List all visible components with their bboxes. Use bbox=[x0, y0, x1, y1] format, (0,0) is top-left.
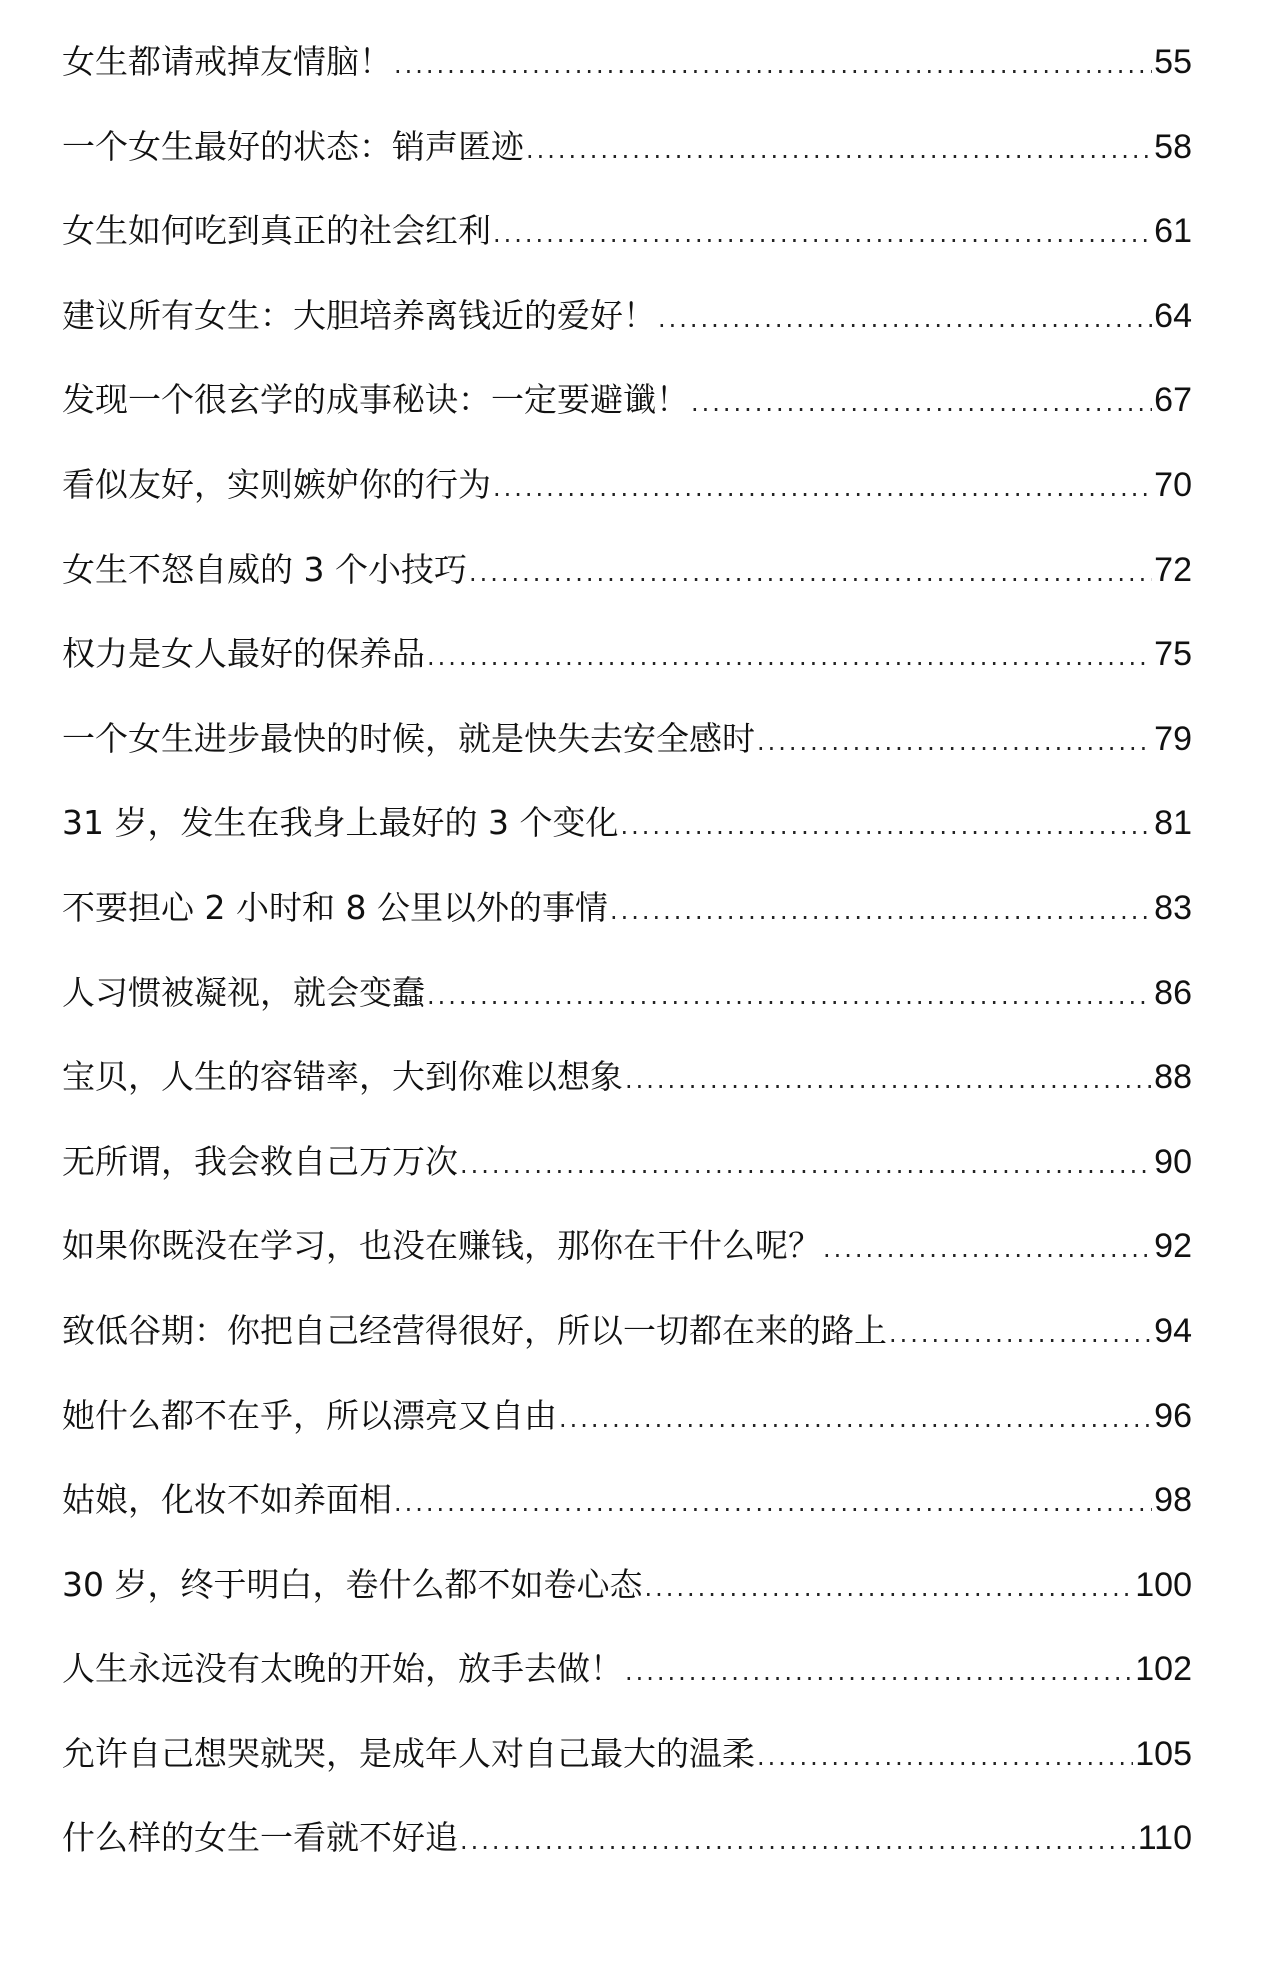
toc-entry-title: 宝贝，人生的容错率，大到你难以想象 bbox=[62, 1057, 623, 1097]
dot-leader bbox=[427, 635, 1152, 679]
dot-leader bbox=[823, 1227, 1152, 1271]
toc-entry-page-number: 64 bbox=[1154, 296, 1192, 335]
toc-entry-title: 如果你既没在学习，也没在赚钱，那你在干什么呢？ bbox=[62, 1226, 821, 1266]
toc-entry-page-number: 110 bbox=[1137, 1819, 1192, 1858]
toc-entry-title: 一个女生进步最快的时候，就是快失去安全感时 bbox=[62, 718, 755, 758]
toc-entry[interactable] bbox=[62, 1478, 1192, 1563]
toc-entry-title: 人生永远没有太晚的开始，放手去做！ bbox=[62, 1649, 623, 1689]
dot-leader bbox=[460, 1143, 1152, 1187]
toc-entry-page-number: 90 bbox=[1154, 1142, 1192, 1181]
toc-entry-page-number: 67 bbox=[1154, 381, 1192, 420]
dot-leader bbox=[493, 466, 1152, 510]
toc-entry-page-number: 61 bbox=[1154, 212, 1192, 251]
toc-entry-title: 权力是女人最好的保养品 bbox=[62, 634, 425, 674]
toc-entry-page-number: 102 bbox=[1135, 1650, 1192, 1689]
toc-entry-page-number: 70 bbox=[1154, 465, 1192, 504]
toc-entry-title: 允许自己想哭就哭，是成年人对自己最大的温柔 bbox=[62, 1733, 755, 1773]
toc-entry[interactable] bbox=[62, 1732, 1192, 1817]
toc-entry[interactable] bbox=[62, 40, 1192, 125]
toc-entry[interactable] bbox=[62, 548, 1192, 633]
toc-entry-title: 女生如何吃到真正的社会红利 bbox=[62, 211, 491, 251]
toc-entry[interactable] bbox=[62, 294, 1192, 379]
dot-leader bbox=[610, 889, 1152, 933]
toc-entry-title: 30 岁，终于明白，卷什么都不如卷心态 bbox=[62, 1564, 643, 1604]
dot-leader bbox=[493, 212, 1152, 256]
toc-entry[interactable] bbox=[62, 1309, 1192, 1394]
toc-entry-page-number: 98 bbox=[1154, 1481, 1192, 1520]
toc-entry-title: 发现一个很玄学的成事秘诀：一定要避谶！ bbox=[62, 380, 689, 420]
dot-leader bbox=[625, 1650, 1133, 1694]
toc-entry-page-number: 88 bbox=[1154, 1058, 1192, 1097]
toc-entry-title: 一个女生最好的状态：销声匿迹 bbox=[62, 126, 524, 166]
toc-entry[interactable] bbox=[62, 1816, 1192, 1901]
toc-entry[interactable] bbox=[62, 125, 1192, 210]
toc-entry[interactable] bbox=[62, 1224, 1192, 1309]
toc-entry-page-number: 55 bbox=[1154, 43, 1192, 81]
toc-entry-title: 看似友好，实则嫉妒你的行为 bbox=[62, 464, 491, 504]
toc-entry-title: 女生都请戒掉友情脑！ bbox=[62, 42, 392, 81]
toc-entry-title: 什么样的女生一看就不好追 bbox=[62, 1818, 458, 1858]
toc-entry-title: 建议所有女生：大胆培养离钱近的爱好！ bbox=[62, 295, 656, 335]
table-of-contents bbox=[62, 40, 1192, 1901]
dot-leader bbox=[394, 43, 1152, 87]
toc-entry-title: 她什么都不在乎，所以漂亮又自由 bbox=[62, 1395, 557, 1435]
dot-leader bbox=[889, 1312, 1152, 1356]
dot-leader bbox=[620, 804, 1152, 848]
dot-leader bbox=[559, 1397, 1152, 1441]
dot-leader bbox=[644, 1566, 1133, 1610]
toc-entry-page-number: 86 bbox=[1154, 973, 1192, 1012]
dot-leader bbox=[469, 551, 1152, 595]
toc-entry[interactable] bbox=[62, 463, 1192, 548]
dot-leader bbox=[394, 1481, 1152, 1525]
toc-entry[interactable] bbox=[62, 1647, 1192, 1732]
toc-entry-page-number: 58 bbox=[1154, 127, 1192, 166]
toc-entry[interactable] bbox=[62, 971, 1192, 1056]
dot-leader bbox=[658, 297, 1152, 341]
toc-entry[interactable] bbox=[62, 717, 1192, 802]
toc-entry-title: 致低谷期：你把自己经营得很好，所以一切都在来的路上 bbox=[62, 1310, 887, 1350]
toc-entry-page-number: 96 bbox=[1154, 1396, 1192, 1435]
toc-entry-page-number: 72 bbox=[1154, 550, 1192, 589]
toc-entry[interactable] bbox=[62, 1563, 1192, 1648]
dot-leader bbox=[526, 128, 1152, 172]
toc-entry[interactable] bbox=[62, 1140, 1192, 1225]
toc-entry[interactable] bbox=[62, 886, 1192, 971]
toc-entry-title: 人习惯被凝视，就会变蠢 bbox=[62, 972, 425, 1012]
toc-entry[interactable] bbox=[62, 209, 1192, 294]
toc-entry-page-number: 92 bbox=[1154, 1227, 1192, 1266]
dot-leader bbox=[625, 1058, 1152, 1102]
toc-entry[interactable] bbox=[62, 378, 1192, 463]
toc-entry-title: 不要担心 2 小时和 8 公里以外的事情 bbox=[62, 887, 608, 927]
toc-entry-title: 女生不怒自威的 3 个小技巧 bbox=[62, 549, 467, 589]
dot-leader bbox=[460, 1819, 1136, 1863]
toc-entry-page-number: 100 bbox=[1135, 1565, 1192, 1604]
toc-entry[interactable] bbox=[62, 801, 1192, 886]
toc-entry[interactable] bbox=[62, 1055, 1192, 1140]
dot-leader bbox=[757, 720, 1152, 764]
toc-entry-page-number: 83 bbox=[1154, 888, 1192, 927]
toc-entry-page-number: 75 bbox=[1154, 635, 1192, 674]
toc-entry-page-number: 94 bbox=[1154, 1311, 1192, 1350]
dot-leader bbox=[691, 381, 1152, 425]
toc-entry-page-number: 105 bbox=[1135, 1734, 1192, 1773]
toc-entry-title: 31 岁，发生在我身上最好的 3 个变化 bbox=[62, 803, 619, 843]
dot-leader bbox=[427, 974, 1152, 1018]
toc-entry[interactable] bbox=[62, 632, 1192, 717]
toc-entry-title: 姑娘，化妆不如养面相 bbox=[62, 1480, 392, 1520]
toc-entry-page-number: 79 bbox=[1154, 719, 1192, 758]
toc-entry[interactable] bbox=[62, 1394, 1192, 1479]
dot-leader bbox=[757, 1735, 1133, 1779]
toc-entry-page-number: 81 bbox=[1154, 804, 1192, 843]
toc-entry-title: 无所谓，我会救自己万万次 bbox=[62, 1141, 458, 1181]
